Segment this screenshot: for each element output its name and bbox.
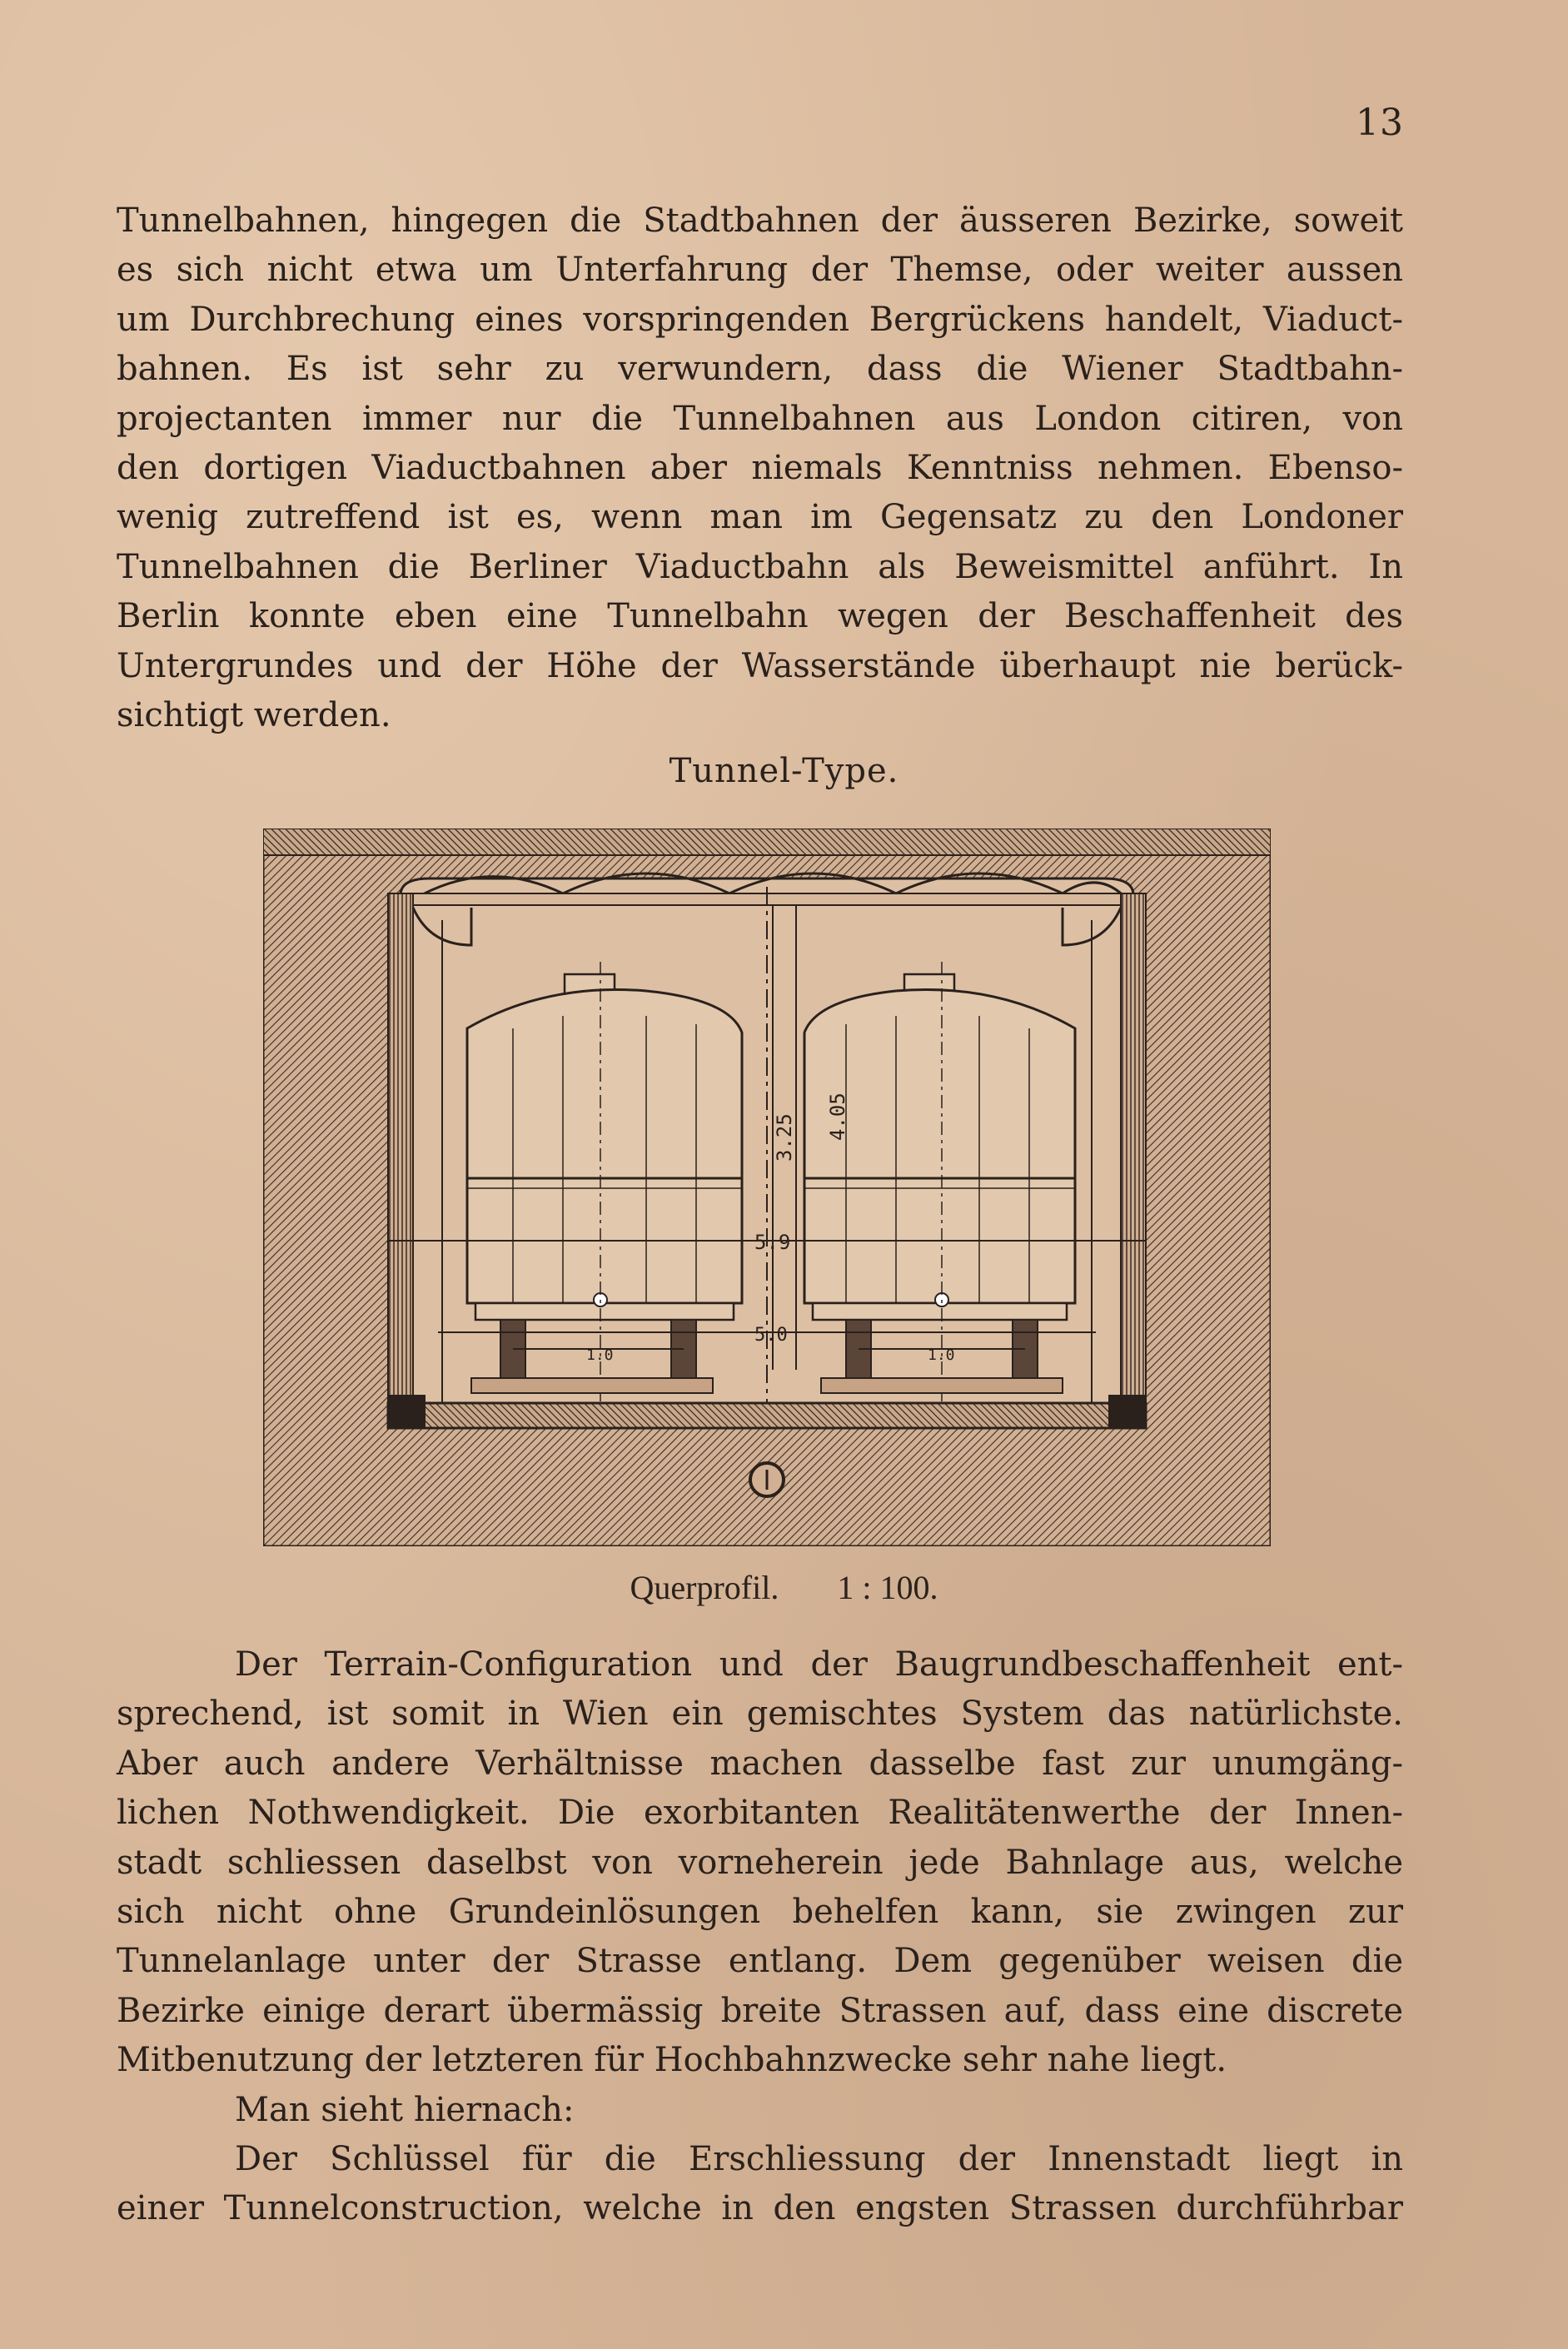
dim-width-total: 5.9 — [754, 1231, 791, 1254]
text-line: Der Schlüssel für die Erschliessung der Innenstadt liegt in — [235, 2140, 1403, 2179]
dim-track-spacing: 5.0 — [754, 1325, 788, 1346]
tunnel-cross-section-figure — [263, 829, 1271, 1546]
text-line: stadt schliessen daselbst von vorneherein jede Bahnlage aus, welche — [117, 1843, 1403, 1882]
text-line: wenig zutreffend ist es, wenn man im Gegensatz zu den Londoner — [117, 498, 1403, 537]
caption-scale: 1 : 100. — [837, 1569, 938, 1606]
text-line: Tunnelanlage unter der Strasse entlang. Dem gegenüber weisen die — [117, 1942, 1403, 1981]
left-footing — [388, 1395, 426, 1428]
text-line: um Durchbrechung eines vorspringenden Bergrückens handelt, Viaduct- — [117, 300, 1403, 339]
text-line: sprechend, ist somit in Wien ein gemischtes System das natürlichste. — [117, 1695, 1403, 1734]
paragraph-1 — [117, 197, 1403, 740]
page-number: 13 — [1356, 102, 1404, 144]
left-wall — [388, 893, 413, 1403]
text-line: sich nicht ohne Grundeinlösungen behelfen kann, sie zwingen zur — [117, 1893, 1403, 1932]
text-line: Berlin konnte eben eine Tunnelbahn wegen der Beschaffenheit des — [117, 597, 1403, 636]
text-line: projectanten immer nur die Tunnelbahnen aus London citiren, von — [117, 399, 1403, 438]
right-wall — [1121, 893, 1146, 1403]
text-line: bahnen. Es ist sehr zu verwundern, dass die Wiener Stadtbahn- — [117, 350, 1403, 389]
street-layer — [263, 829, 1271, 855]
text-line: sichtigt werden. — [117, 696, 391, 735]
text-line: Mitbenutzung der letzteren für Hochbahnzwecke sehr nahe liegt. — [117, 2041, 1227, 2080]
text-line: einer Tunnelconstruction, welche in den engsten Strassen durchführbar — [117, 2189, 1403, 2228]
right-footing — [1108, 1395, 1146, 1428]
figure-caption — [0, 1568, 1568, 1607]
figure-title: Tunnel-Type. — [669, 752, 899, 790]
dim-gauge-right: 1.0 — [928, 1346, 955, 1364]
left-track-bed — [471, 1378, 713, 1393]
dim-gauge-left: 1.0 — [586, 1346, 614, 1364]
text-line: es sich nicht etwa um Unterfahrung der Themse, oder weiter aussen — [117, 251, 1403, 290]
dim-height-total: 4.05 — [826, 1092, 849, 1141]
text-line: Untergrundes und der Höhe der Wasserstände überhaupt nie berück- — [117, 646, 1403, 685]
dim-height-inner: 3.25 — [773, 1113, 796, 1162]
text-line: Tunnelbahnen, hingegen die Stadtbahnen der äusseren Bezirke, soweit — [117, 202, 1403, 240]
text-line: Man sieht hiernach: — [235, 2090, 575, 2129]
text-line: den dortigen Viaductbahnen aber niemals Kenntniss nehmen. Ebenso- — [117, 449, 1403, 488]
text-line: Aber auch andere Verhältnisse machen dasselbe fast zur unumgäng- — [117, 1744, 1403, 1783]
caption-label: Querprofil. — [630, 1569, 779, 1606]
text-line: lichen Nothwendigkeit. Die exorbitanten Realitätenwerthe der Innen- — [117, 1794, 1403, 1833]
text-line: Bezirke einige derart übermässig breite Strassen auf, dass eine discrete — [117, 1991, 1403, 2030]
text-line: Der Terrain-Configuration und der Baugrundbeschaffenheit ent- — [235, 1645, 1403, 1684]
floor-slab — [388, 1403, 1146, 1428]
text-line: Tunnelbahnen die Berliner Viaductbahn als Beweismittel anführt. In — [117, 547, 1403, 586]
right-track-bed — [821, 1378, 1063, 1393]
paragraph-2 — [117, 1640, 1403, 2234]
